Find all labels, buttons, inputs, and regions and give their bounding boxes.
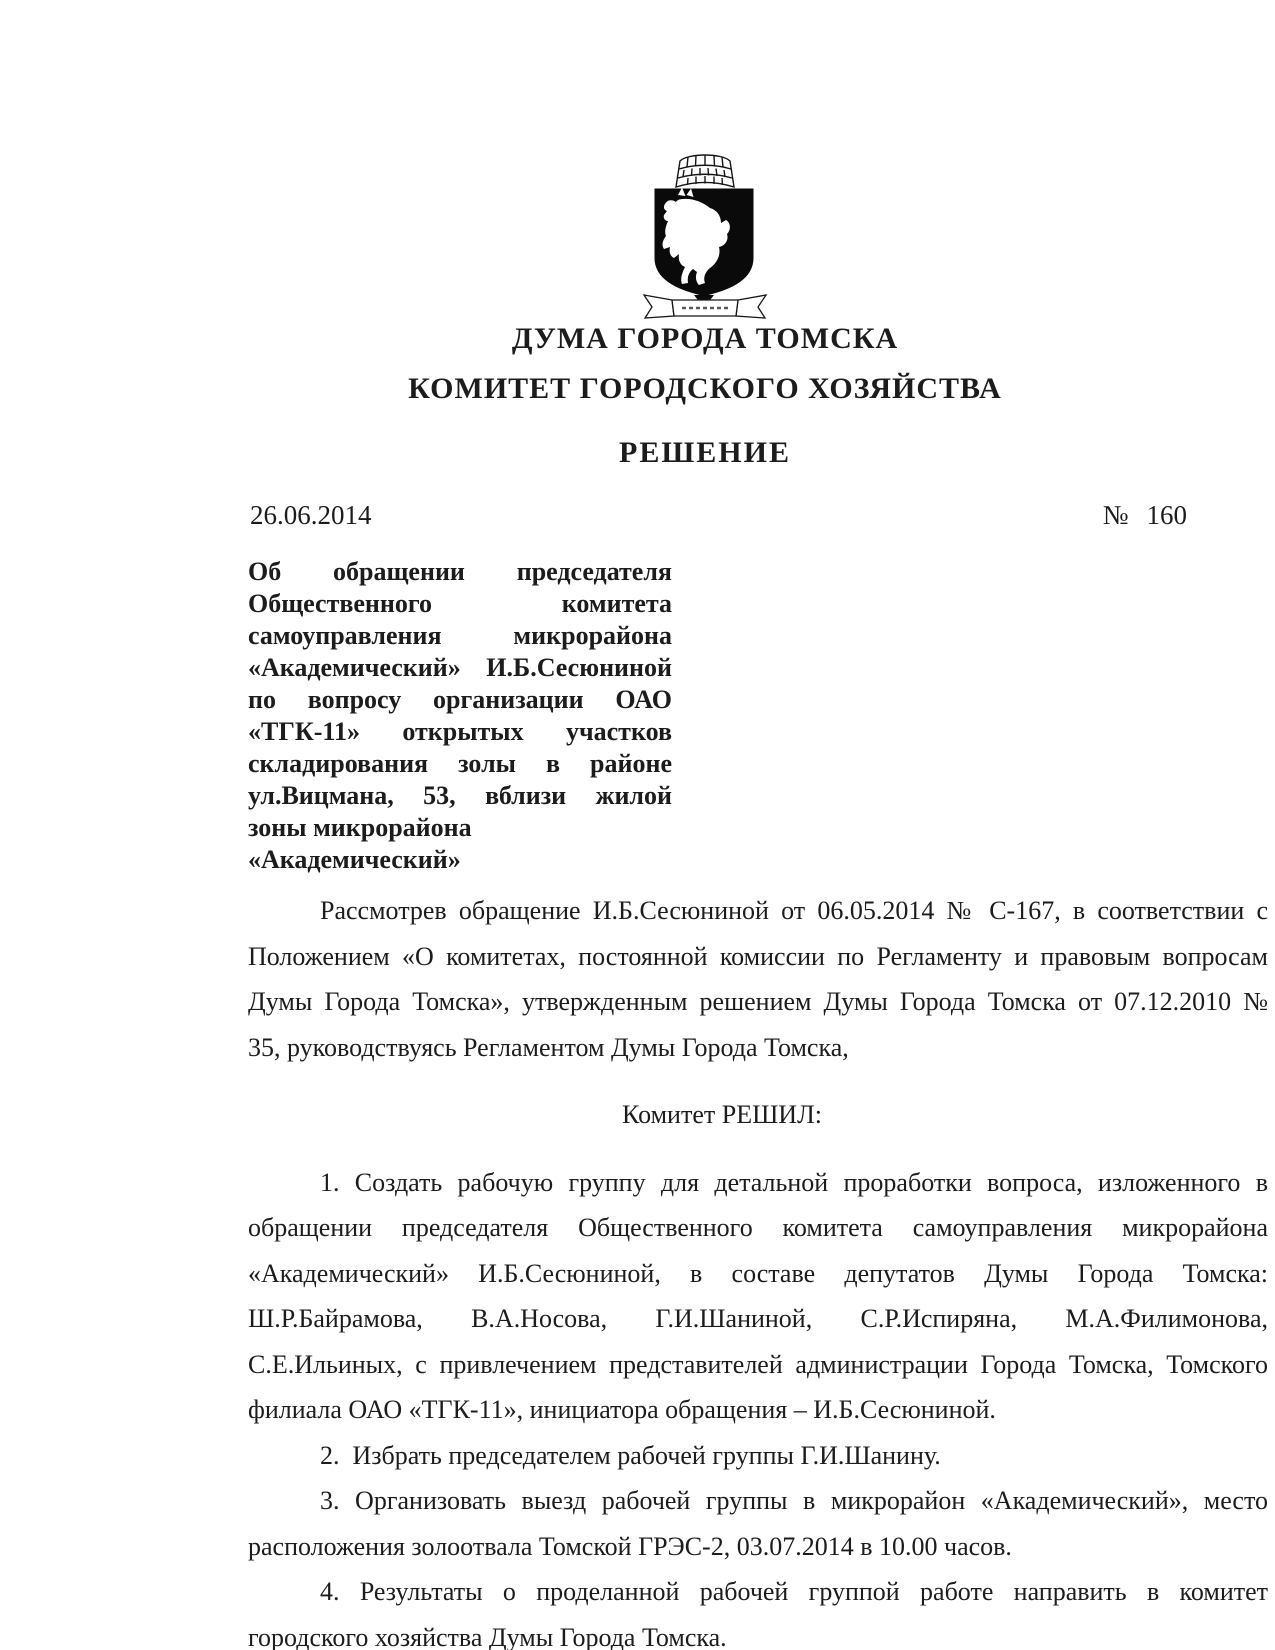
date-number-row bbox=[248, 500, 1268, 534]
subject-block bbox=[248, 556, 672, 876]
subject-line: Общественного комитета bbox=[248, 589, 672, 618]
subject-line: по вопросу организации ОАО bbox=[248, 685, 672, 714]
body-line: филиала ОАО «ТГК-11», инициатора обращения – И.Б.Сесюниной. bbox=[248, 1395, 996, 1424]
body-line: Ш.Р.Байрамова, В.А.Носова, Г.И.Шаниной, С.Р.Испиряна, М.А.Филимонова, bbox=[248, 1304, 1268, 1333]
body-line: 1. Создать рабочую группу для детальной проработки вопроса, изложенного в bbox=[320, 1167, 1268, 1197]
body-line: 3. Организовать выезд рабочей группы в микрорайон «Академический», место bbox=[320, 1486, 1268, 1515]
body-line: 35, руководствуясь Регламентом Думы Города Томска, bbox=[248, 1032, 849, 1062]
body-line: городского хозяйства Думы Города Томска. bbox=[248, 1622, 727, 1650]
subject-line: «Академический» И.Б.Сесюниной bbox=[248, 653, 672, 682]
body-line: Думы Города Томска», утвержденным решением Думы Города Томска от 07.12.2010 № bbox=[248, 987, 1268, 1016]
body-line: «Академический» И.Б.Сесюниной, в составе депутатов Думы Города Томска: bbox=[248, 1258, 1268, 1288]
body-line: расположения золоотвала Томской ГРЭС-2, 03.07.2014 в 10.00 часов. bbox=[248, 1531, 1012, 1561]
document-type-title: РЕШЕНИЕ bbox=[619, 436, 791, 469]
subject-line: Об обращении председателя bbox=[248, 557, 672, 586]
institution-title: ДУМА ГОРОДА ТОМСКА bbox=[511, 322, 899, 355]
document-number bbox=[1103, 500, 1187, 531]
body-line: 4. Результаты о проделанной рабочей группой работе направить в комитет bbox=[320, 1577, 1268, 1606]
number-value: 160 bbox=[1146, 500, 1187, 530]
crown-icon bbox=[676, 155, 734, 187]
subject-line: складирования золы в районе bbox=[248, 749, 672, 778]
number-sign: № bbox=[1102, 500, 1129, 530]
body-line: С.Е.Ильиных, с привлечением представителей администрации Города Томска, Томского bbox=[248, 1349, 1268, 1379]
body-line: 2. Избрать председателем рабочей группы Г.И.Шанину. bbox=[320, 1440, 941, 1470]
body-line: Положением «О комитетах, постоянной комиссии по Регламенту и правовым вопросам bbox=[248, 941, 1268, 971]
resolution-heading: Комитет РЕШИЛ: bbox=[622, 1100, 822, 1129]
subject-line: «Академический» bbox=[248, 845, 461, 874]
subject-line: зоны микрорайона bbox=[248, 813, 472, 842]
body-line: обращении председателя Общественного комитета самоуправления микрорайона bbox=[248, 1213, 1268, 1242]
subject-line: самоуправления микрорайона bbox=[248, 621, 672, 650]
subject-line: ул.Вицмана, 53, вблизи жилой bbox=[248, 781, 672, 810]
resolution-body bbox=[248, 888, 1268, 1650]
tomsk-city-emblem bbox=[630, 148, 780, 326]
subject-line: «ТГК-11» открытых участков bbox=[248, 717, 672, 746]
body-line: Рассмотрев обращение И.Б.Сесюниной от 06.05.2014 № С-167, в соответствии с bbox=[320, 896, 1268, 925]
coat-of-arms-icon bbox=[630, 148, 780, 326]
committee-title: КОМИТЕТ ГОРОДСКОГО ХОЗЯЙСТВА bbox=[408, 372, 1002, 405]
document-date: 26.06.2014 bbox=[250, 500, 372, 530]
